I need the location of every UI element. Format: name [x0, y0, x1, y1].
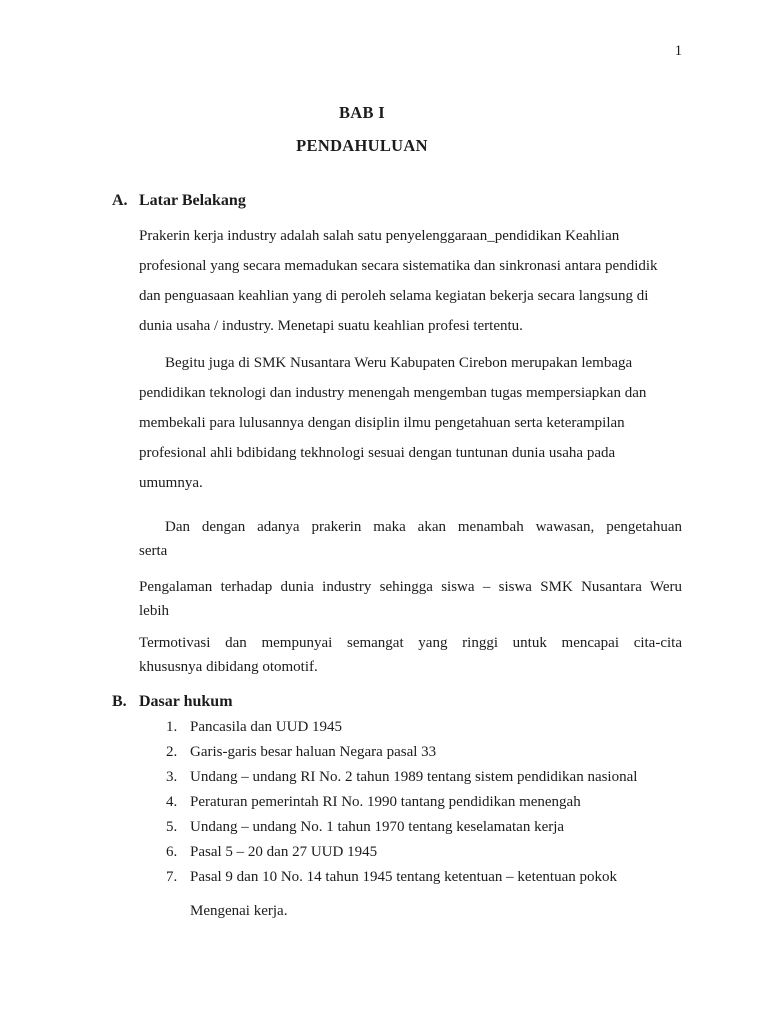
list-item-text: Garis-garis besar haluan Negara pasal 33: [190, 744, 437, 760]
chapter-title: BAB I: [339, 103, 385, 122]
paragraph: [139, 348, 682, 498]
chapter-subtitle: PENDAHULUAN: [296, 136, 428, 155]
list-item: [166, 840, 682, 865]
section-heading: [112, 691, 682, 712]
list-item-text: Peraturan pemerintah RI No. 1990 tantang pendidikan menengah: [190, 794, 581, 810]
list-item-text: Pancasila dan UUD 1945: [190, 719, 343, 735]
paragraph-line: Termotivasi dan mempunyai semangat yang ringgi untuk mencapai cita-cita: [139, 635, 682, 651]
paragraph: [139, 631, 682, 679]
list-item: [166, 790, 682, 815]
section-body: [139, 715, 682, 924]
list-item: [166, 765, 682, 790]
paragraph-line: Pengalaman terhadap dunia industry sehingga siswa – siswa SMK Nusantara Weru: [139, 579, 682, 595]
section-a: [112, 190, 682, 679]
list-item-text: Undang – undang RI No. 2 tahun 1989 tentang sistem pendidikan nasional: [190, 769, 638, 785]
paragraph-line: pendidikan teknologi dan industry menengah mengemban tugas mempersiapkan dan: [139, 385, 647, 401]
page-number: 1: [674, 43, 682, 59]
paragraph-line: profesional yang secara memadukan secara sistematika dan sinkronasi antara pendidik: [139, 258, 658, 274]
numbered-list: [166, 715, 682, 924]
list-item: [166, 740, 682, 765]
list-item-text: Undang – undang No. 1 tahun 1970 tentang keselamatan kerja: [190, 819, 565, 835]
paragraph-line: dunia usaha / industry. Menetapi suatu keahlian profesi tertentu.: [139, 318, 523, 334]
paragraph-line: Prakerin kerja industry adalah salah satu penyelenggaraan_pendidikan Keahlian: [139, 228, 620, 244]
section-title: Latar Belakang: [139, 192, 246, 209]
list-item-number: 1.: [166, 719, 178, 735]
list-item: [166, 815, 682, 840]
list-item-number: 6.: [166, 844, 178, 860]
list-item: [166, 865, 682, 890]
sections: [112, 190, 682, 924]
list-item-text: Pasal 5 – 20 dan 27 UUD 1945: [190, 844, 378, 860]
list-item-number: 5.: [166, 819, 178, 835]
section-b: [112, 691, 682, 924]
paragraph: [139, 575, 682, 623]
paragraph-line: khususnya dibidang otomotif.: [139, 659, 318, 675]
chapter-heading: [112, 96, 612, 162]
section-body: [139, 221, 682, 679]
list-item-number: 3.: [166, 769, 178, 785]
paragraph-line: membekali para lulusannya dengan disiplin ilmu pengetahuan serta keterampilan: [139, 415, 625, 431]
list-item-number: 2.: [166, 744, 178, 760]
section-title: Dasar hukum: [139, 693, 233, 710]
list-item-continuation: Mengenai kerja.: [190, 903, 288, 919]
paragraph: [139, 515, 682, 563]
paragraph-line: lebih: [139, 603, 169, 619]
section-label: B.: [112, 693, 127, 710]
section-label: A.: [112, 192, 128, 209]
list-item-text: Pasal 9 dan 10 No. 14 tahun 1945 tentang ketentuan – ketentuan pokok: [190, 869, 617, 885]
paragraph: [139, 221, 682, 341]
paragraph-line: dan penguasaan keahlian yang di peroleh selama kegiatan bekerja secara langsung di: [139, 288, 649, 304]
paragraph-line: serta: [139, 543, 168, 559]
paragraph-line: profesional ahli bdibidang tekhnologi sesuai dengan tuntunan dunia usaha pada: [139, 445, 616, 461]
list-item: [166, 715, 682, 740]
section-heading: [112, 190, 682, 211]
paragraph-line: Begitu juga di SMK Nusantara Weru Kabupaten Cirebon merupakan lembaga: [165, 355, 633, 371]
paragraph-line: umumnya.: [139, 475, 203, 491]
list-item-number: 4.: [166, 794, 178, 810]
paragraph-line: Dan dengan adanya prakerin maka akan menambah wawasan, pengetahuan: [165, 519, 682, 535]
list-item-number: 7.: [166, 869, 178, 885]
